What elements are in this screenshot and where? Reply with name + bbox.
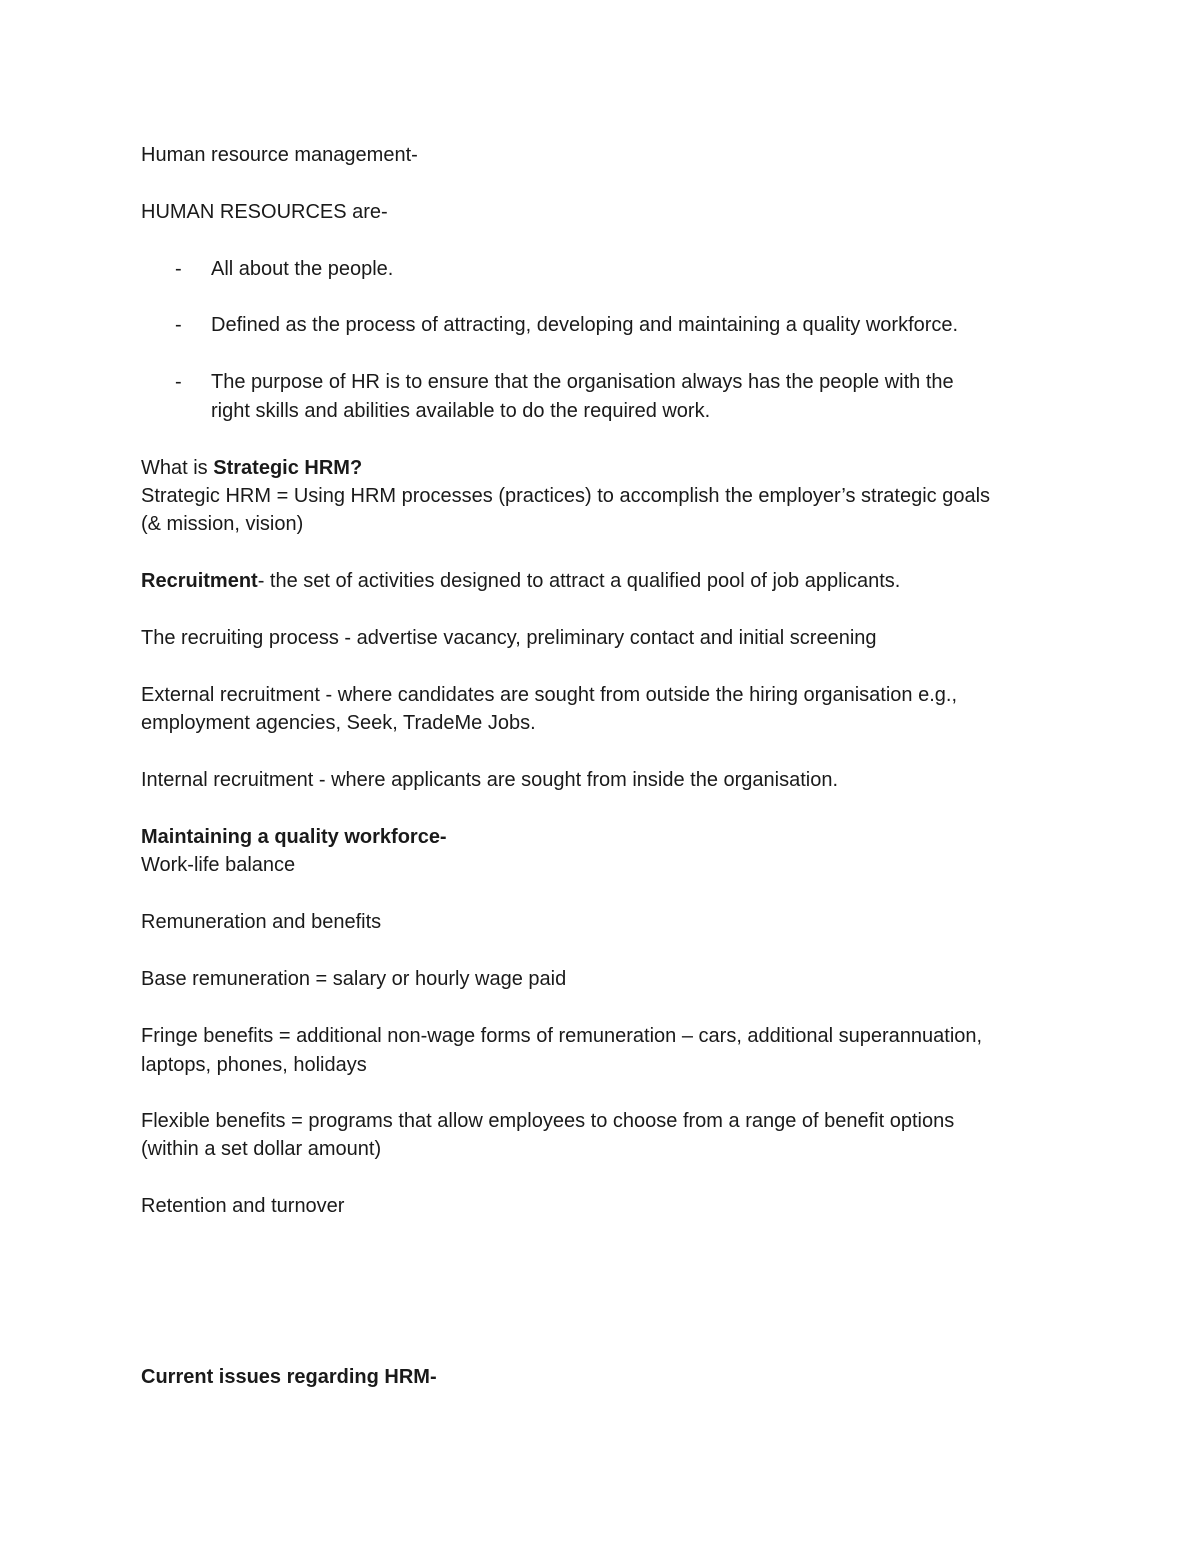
- base-remuneration: Base remuneration = salary or hourly wage paid: [141, 968, 567, 990]
- recruiting-process: The recruiting process - advertise vacancy, preliminary contact and initial screening: [141, 627, 877, 649]
- current-issues-heading: [141, 1363, 437, 1392]
- document-title: Human resource management-: [141, 144, 418, 166]
- hr-heading: HUMAN RESOURCES are-: [141, 201, 388, 223]
- strategic-bold: Strategic HRM?: [213, 457, 363, 479]
- bullet-dash: -: [175, 258, 182, 280]
- flexible-benefits: Flexible benefits = programs that allow employees to choose from a range of benefit options: [141, 1110, 955, 1132]
- bullet-text: The purpose of HR is to ensure that the organisation always has the people with the: [211, 371, 954, 393]
- fringe-benefits: Fringe benefits = additional non-wage forms of remuneration – cars, additional superannuation,: [141, 1025, 983, 1047]
- bullet-text: All about the people.: [211, 258, 394, 280]
- bullet-dash: -: [175, 371, 182, 393]
- maintaining-heading-text: Maintaining a quality workforce-: [141, 826, 447, 848]
- external-recruitment: External recruitment - where candidates are sought from outside the hiring organisation e.g.,: [141, 684, 957, 706]
- internal-recruitment: Internal recruitment - where applicants are sought from inside the organisation.: [141, 769, 839, 791]
- bullet-dash: -: [175, 314, 182, 336]
- strategic-prefix: What is: [141, 457, 214, 479]
- maintaining-heading: [141, 823, 447, 852]
- strategic-question: [141, 454, 362, 483]
- bullet-text: Defined as the process of attracting, developing and maintaining a quality workforce.: [211, 314, 959, 336]
- fringe-benefits-continued: laptops, phones, holidays: [141, 1054, 367, 1076]
- strategic-definition: Strategic HRM = Using HRM processes (practices) to accomplish the employer’s strategic goals: [141, 485, 991, 507]
- external-recruitment-continued: employment agencies, Seek, TradeMe Jobs.: [141, 712, 536, 734]
- work-life-balance: Work-life balance: [141, 854, 296, 876]
- remuneration-heading: Remuneration and benefits: [141, 911, 382, 933]
- recruitment-definition: [141, 567, 900, 596]
- current-issues-text: Current issues regarding HRM-: [141, 1366, 437, 1388]
- flexible-benefits-continued: (within a set dollar amount): [141, 1138, 382, 1160]
- recruitment-term: Recruitment: [141, 570, 258, 592]
- bullet-text-continued: right skills and abilities available to do the required work.: [211, 400, 711, 422]
- retention-turnover: Retention and turnover: [141, 1195, 345, 1217]
- recruitment-text: - the set of activities designed to attract a qualified pool of job applicants.: [257, 570, 901, 592]
- strategic-definition-continued: (& mission, vision): [141, 513, 304, 535]
